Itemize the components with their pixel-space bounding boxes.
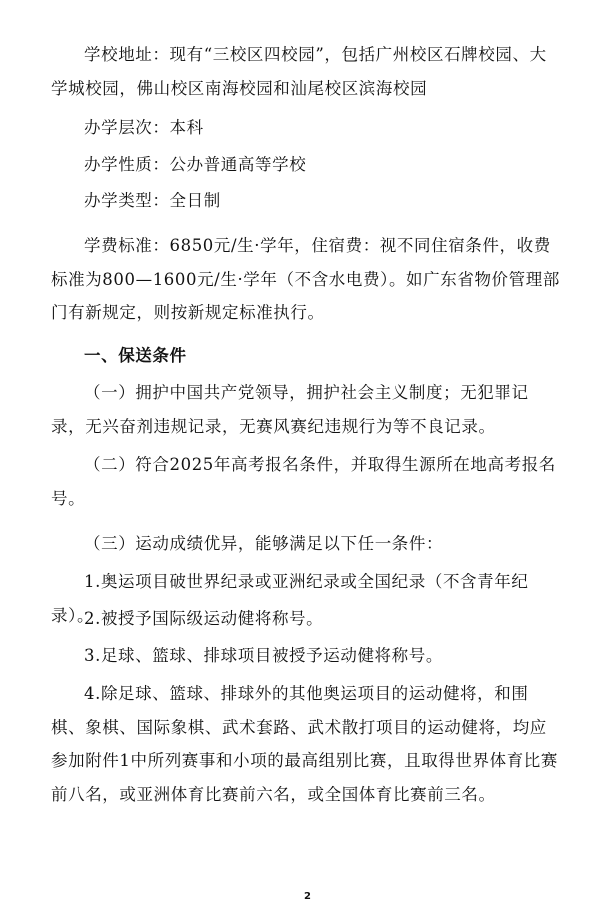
item-4: 4.除足球、篮球、排球外的其他奥运项目的运动健将，和围棋、象棋、国际象棋、武术套路、武术散打项目的运动健将，均应参加附件1中所列赛事和小项的最高组别比赛，且取得世界体育比赛前八名，或亚洲体育比赛前六名，或全国体育比赛前三名。 [51,684,558,804]
item-1: 1.奥运项目破世界纪录或亚洲纪录或全国纪录（不含青年纪录）。 [51,572,529,625]
paragraph-nature: 办学性质：公办普通高等学校 [84,155,307,174]
paragraph-school-address: 学校地址：现有“三校区四校园”，包括广州校区石牌校园、大学城校园，佛山校区南海校园和汕尾校区滨海校园 [51,45,547,98]
item-2: 2.被授予国际级运动健将称号。 [84,609,324,628]
paragraph-level: 办学层次：本科 [84,118,204,137]
paragraph-fees: 学费标准：6850元/生·学年，住宿费：视不同住宿条件，收费标准为800—1600元/生·学年（不含水电费）。如广东省物价管理部门有新规定，则按新规定标准执行。 [51,236,560,323]
paragraph-type: 办学类型：全日制 [84,191,221,210]
condition-2: （二）符合2025年高考报名条件，并取得生源所在地高考报名号。 [51,455,556,508]
section-heading: 一、保送条件 [84,346,187,365]
condition-1: （一）拥护中国共产党领导，拥护社会主义制度；无犯罪记录，无兴奋剂违规记录，无赛风赛纪违规行为等不良记录。 [51,383,529,436]
page-number: 2 [304,891,311,902]
item-3: 3.足球、篮球、排球项目被授予运动健将称号。 [84,646,443,665]
condition-3: （三）运动成绩优异，能够满足以下任一条件： [84,534,444,553]
